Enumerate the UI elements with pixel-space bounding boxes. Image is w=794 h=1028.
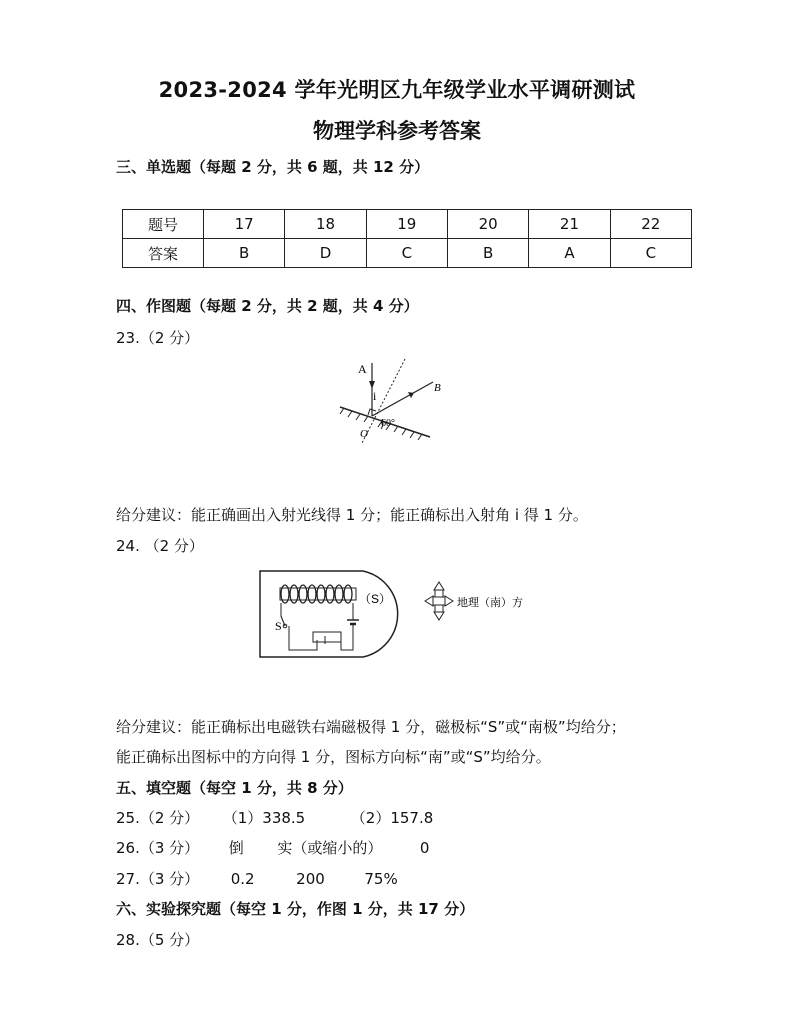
q27-answer-1: 0.2 (230, 870, 255, 888)
table-cell: 22 (610, 210, 691, 239)
q24-advice-1: 给分建议：能正确标出电磁铁右端磁极得 1 分，磁极标“S”或“南极”均给分； (116, 718, 626, 736)
page-title: 2023-2024 学年光明区九年级学业水平调研测试 (158, 78, 636, 102)
section5-heading: 五、填空题（每空 1 分，共 8 分） (116, 779, 353, 797)
q26-answer-2: 实（或缩小的） (277, 839, 383, 857)
q26-line (116, 837, 429, 858)
q25-answer-1: （1）338.5 (222, 809, 306, 827)
section6-heading: 六、实验探究题（每空 1 分，作图 1 分，共 17 分） (116, 900, 475, 918)
electromagnet-diagram (255, 568, 555, 660)
switch-label: S (275, 619, 282, 633)
q23-label: 23.（2 分） (116, 329, 200, 347)
q26-answer-1: 倒 (228, 839, 244, 857)
incident-arrow-icon (369, 381, 375, 389)
q25-label: 25.（2 分） (116, 809, 200, 827)
table-cell: C (366, 239, 447, 268)
table-row (123, 239, 692, 268)
table-cell: 18 (285, 210, 366, 239)
q25-line (116, 807, 433, 828)
q23-advice: 给分建议：能正确画出入射光线得 1 分；能正确标出入射角 i 得 1 分。 (116, 506, 588, 524)
reflected-ray (372, 382, 433, 416)
table-row (123, 210, 692, 239)
section3-heading: 三、单选题（每题 2 分，共 6 题，共 12 分） (116, 158, 430, 176)
label-angle: 60° (381, 418, 395, 429)
section4-heading: 四、作图题（每题 2 分，共 2 题，共 4 分） (116, 297, 419, 315)
label-o: O (360, 428, 368, 440)
label-i: i (373, 389, 377, 403)
q27-label: 27.（3 分） (116, 870, 200, 888)
page-subtitle: 物理学科参考答案 (313, 119, 481, 143)
q28-label: 28.（5 分） (116, 931, 200, 949)
q25-answer-2: （2）157.8 (350, 809, 434, 827)
table-cell: A (529, 239, 610, 268)
q27-answer-3: 75% (364, 870, 398, 888)
table-cell: C (610, 239, 691, 268)
table-cell: 20 (447, 210, 528, 239)
table-cell: 答案 (123, 239, 204, 268)
q26-label: 26.（3 分） (116, 839, 200, 857)
compass-icon (425, 582, 453, 620)
table-cell: B (447, 239, 528, 268)
table-cell: D (285, 239, 366, 268)
compass-label: 地理（南）方 (457, 597, 523, 609)
table-cell: 19 (366, 210, 447, 239)
q24-advice-2: 能正确标出图标中的方向得 1 分，图标方向标“南”或“S”均给分。 (116, 748, 551, 766)
q24-label: 24. （2 分） (116, 537, 204, 555)
wire-battery (341, 624, 353, 650)
pole-label: （S） (359, 592, 392, 606)
label-a: A (358, 362, 367, 376)
answer-table (122, 209, 692, 268)
label-b: B (434, 382, 441, 394)
table-cell: 题号 (123, 210, 204, 239)
table-cell: 17 (204, 210, 285, 239)
q26-answer-3: 0 (419, 839, 430, 857)
table-cell: 21 (529, 210, 610, 239)
q27-line (116, 868, 398, 889)
table-cell: B (204, 239, 285, 268)
q27-answer-2: 200 (296, 870, 325, 888)
reflection-diagram (330, 355, 460, 445)
